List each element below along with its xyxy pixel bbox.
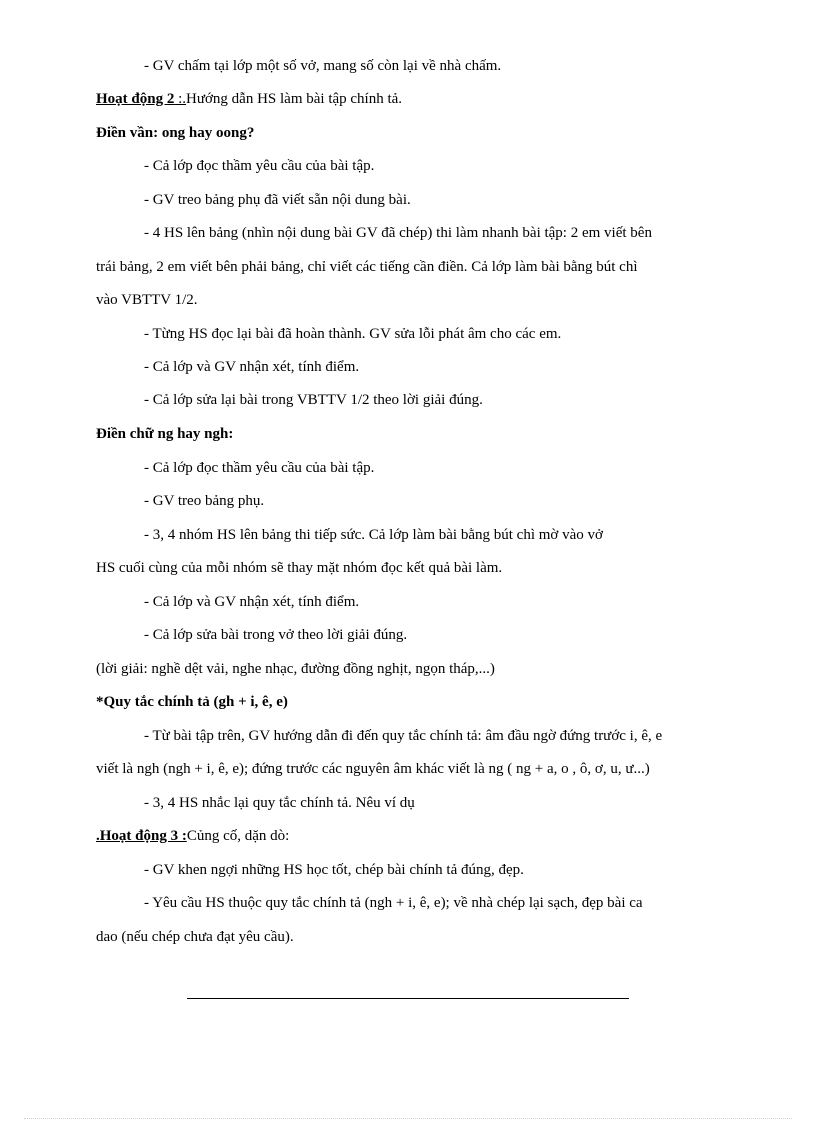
section-title-ong-oong: Điền vần: ong hay oong? <box>96 125 255 141</box>
text-line: - Từng HS đọc lại bài đã hoàn thành. GV sửa lỗi phát âm cho các em. <box>144 326 562 342</box>
text-line: - Yêu cầu HS thuộc quy tắc chính tả (ngh + i, ê, e); về nhà chép lại sạch, đẹp bài ca <box>144 895 643 911</box>
text-line: trái bảng, 2 em viết bên phải bảng, chỉ viết các tiếng cần điền. Cả lớp làm bài bằng bút chì <box>96 259 638 275</box>
activity-2-colon: :. <box>174 91 187 107</box>
text-line: - Cả lớp sửa lại bài trong VBTTV 1/2 theo lời giải đúng. <box>144 392 483 408</box>
text-line: dao (nếu chép chưa đạt yêu cầu). <box>96 929 294 945</box>
section-title-spelling-rule: *Quy tắc chính tả (gh + i, ê, e) <box>96 694 288 710</box>
activity-2-label: Hoạt động 2 <box>96 91 175 107</box>
activity-3-text: Củng cố, dặn dò: <box>186 828 290 844</box>
text-line: (lời giải: nghề dệt vải, nghe nhạc, đường đồng nghịt, ngọn tháp,...) <box>96 661 495 677</box>
text-line: - Cả lớp đọc thầm yêu cầu của bài tập. <box>144 460 375 476</box>
text-line: - GV treo bảng phụ đã viết sẵn nội dung bài. <box>144 192 411 208</box>
text-line: - Cả lớp đọc thầm yêu cầu của bài tập. <box>144 158 375 174</box>
activity-3-label: .Hoạt động 3 : <box>96 828 187 844</box>
activity-2-text: Hướng dẫn HS làm bài tập chính tả. <box>186 91 403 107</box>
text-line: - GV chấm tại lớp một số vở, mang số còn lại về nhà chấm. <box>144 58 502 74</box>
section-title-ng-ngh: Điền chữ ng hay ngh: <box>96 426 234 442</box>
text-line: - Cả lớp và GV nhận xét, tính điểm. <box>144 359 360 375</box>
text-line: - GV treo bảng phụ. <box>144 493 265 509</box>
text-line: - GV khen ngợi những HS học tốt, chép bài chính tả đúng, đẹp. <box>144 862 524 878</box>
text-line: vào VBTTV 1/2. <box>96 292 198 308</box>
text-line: - 3, 4 HS nhắc lại quy tắc chính tả. Nêu ví dụ <box>144 795 415 811</box>
activity-3-heading <box>96 827 289 845</box>
text-line: HS cuối cùng của mỗi nhóm sẽ thay mặt nhóm đọc kết quả bài làm. <box>96 560 503 576</box>
text-line: - Cả lớp sửa bài trong vở theo lời giải đúng. <box>144 627 408 643</box>
text-line: - Từ bài tập trên, GV hướng dẫn đi đến quy tắc chính tả: âm đầu ngờ đứng trước i, ê, e <box>144 728 663 744</box>
activity-2-heading <box>96 90 402 108</box>
text-line: viết là ngh (ngh + i, ê, e); đứng trước các nguyên âm khác viết là ng ( ng + a, o , ô, ơ, u, ư...) <box>96 761 650 777</box>
text-line: - 3, 4 nhóm HS lên bảng thi tiếp sức. Cả lớp làm bài bằng bút chì mờ vào vở <box>144 527 603 543</box>
page-bottom-border <box>24 1118 792 1119</box>
text-line: - Cả lớp và GV nhận xét, tính điểm. <box>144 594 360 610</box>
horizontal-rule <box>187 998 629 999</box>
text-line: - 4 HS lên bảng (nhìn nội dung bài GV đã chép) thi làm nhanh bài tập: 2 em viết bên <box>144 225 652 241</box>
